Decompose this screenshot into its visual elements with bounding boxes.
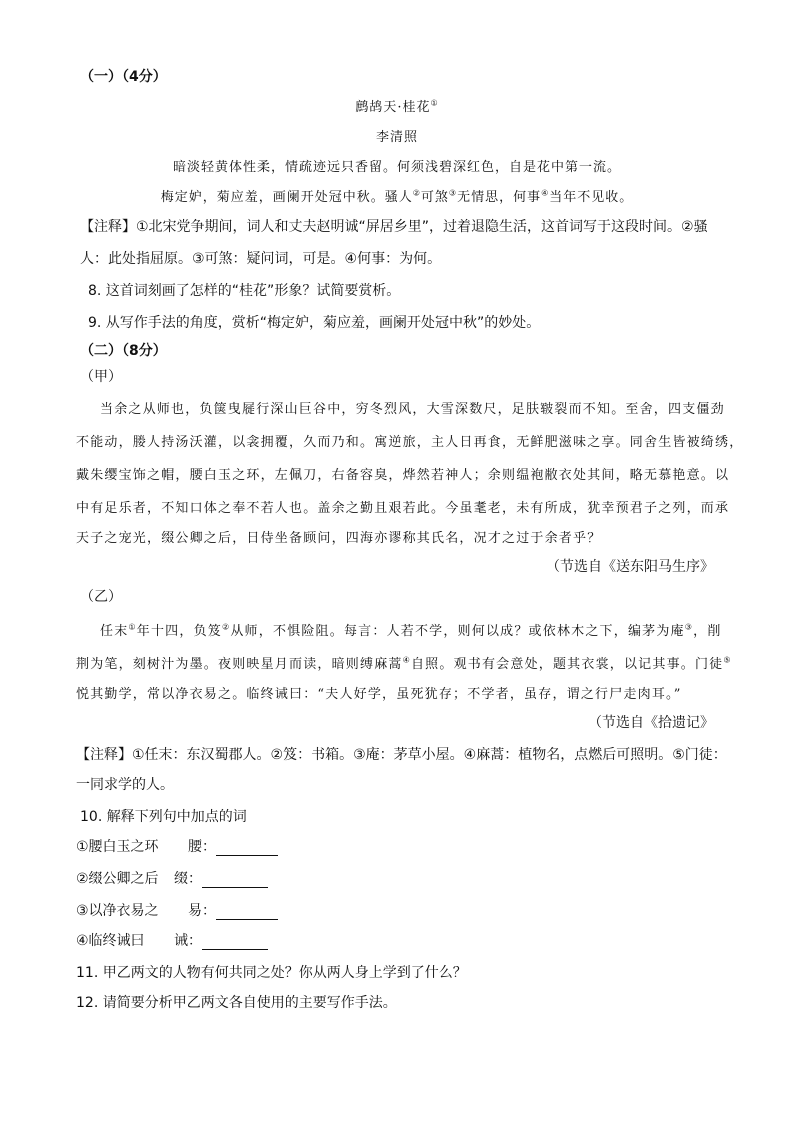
yi-note-ref-1: ① bbox=[128, 622, 137, 632]
passage-jia-line-1: 当余之从师也，负箧曳屣行深山巨谷中，穷冬烈风，大雪深数尺，足肤皲裂而不知。至舍，四支僵劲 bbox=[100, 402, 725, 417]
q10-item-4-answer-blank[interactable] bbox=[202, 935, 268, 950]
yi-line-1-part-b: 年十四，负笈 bbox=[136, 624, 222, 639]
passage-jia-line-5: 天子之宠光，缀公卿之后，日侍坐备顾问，四海亦谬称其氏名，况才之过于余者乎？ bbox=[76, 531, 602, 546]
passage-yi-line-2 bbox=[76, 653, 732, 672]
q10-item-1-word: 腰： bbox=[188, 839, 216, 855]
yi-line-2-part-b: 自照。观书有会意处，题其衣裳，以记其事。门徒 bbox=[410, 657, 724, 672]
poem-line-2-part-d: 当年不见收。 bbox=[549, 190, 634, 205]
q10-item-2-answer-blank[interactable] bbox=[202, 873, 268, 888]
section2-note-line-1: 【注释】①任末：东汉蜀郡人。②笈：书箱。③庵：茅草小屋。④麻蒿：植物名，点燃后可照明。⑤门徒： bbox=[76, 747, 727, 763]
passage-yi-line-3: 悦其勤学，常以净衣易之。临终诫曰：“夫人好学，虽死犹存；不学者，虽存，谓之行尸走肉耳。” bbox=[76, 687, 682, 702]
passage-jia-line-2: 不能动，媵人持汤沃灌，以衾拥覆，久而乃和。寓逆旅，主人日再食，无鲜肥滋味之享。同舍生皆被绮绣， bbox=[76, 435, 744, 450]
poem-note-ref-2: ② bbox=[412, 188, 421, 198]
yi-note-ref-5: ⑤ bbox=[723, 655, 732, 665]
poem-line-2-part-a: 梅定妒，菊应羞，画阑开处冠中秋。骚人 bbox=[160, 190, 413, 205]
yi-note-ref-2: ② bbox=[221, 622, 231, 632]
q10-item-1-sentence: ①腰白玉之环 bbox=[76, 839, 159, 855]
poem-title-text: 鹧鸪天·桂花 bbox=[355, 100, 431, 115]
poem-title-note: ① bbox=[430, 98, 439, 108]
yi-line-2-part-a: 荆为笔，刻树汁为墨。夜则映星月而读，暗则缚麻蒿 bbox=[76, 657, 403, 672]
poem-line-2-part-b: 可煞 bbox=[420, 190, 449, 205]
section2-note-line-2: 一同求学的人。 bbox=[76, 777, 174, 793]
q10-item-2-sentence: ②缀公卿之后 bbox=[76, 871, 159, 887]
q10-item-1 bbox=[76, 836, 278, 856]
yi-note-ref-3: ③ bbox=[684, 622, 694, 632]
q10-item-2 bbox=[76, 868, 268, 888]
yi-line-1-part-a: 任末 bbox=[100, 624, 129, 639]
poem-line-1: 暗淡轻黄体性柔，情疏迹远只香留。何须浅碧深红色，自是花中第一流。 bbox=[172, 160, 621, 175]
passage-jia-line-4: 中有足乐者，不知口体之奉不若人也。盖余之勤且艰若此。今虽耄老，未有所成，犹幸预君子之列，而承 bbox=[76, 501, 730, 516]
section2-header: （二）（8分） bbox=[80, 343, 167, 359]
question-10: 10. 解释下列句中加点的词 bbox=[80, 809, 247, 825]
section1-note-line-2: 人：此处指屈原。③可煞：疑问词，可是。④何事：为何。 bbox=[80, 251, 442, 267]
poem-author: 李清照 bbox=[375, 130, 418, 145]
yi-note-ref-4: ④ bbox=[402, 655, 411, 665]
question-9: 9. 从写作手法的角度，赏析“梅定妒，菊应羞，画阑开处冠中秋”的妙处。 bbox=[88, 315, 541, 331]
q10-item-1-answer-blank[interactable] bbox=[216, 841, 278, 856]
section1-header: （一）（4分） bbox=[80, 69, 167, 85]
q10-item-2-word: 缀： bbox=[174, 871, 202, 887]
q10-item-3-sentence: ③以净衣易之 bbox=[76, 903, 159, 919]
q10-item-4 bbox=[76, 930, 268, 950]
poem-line-2 bbox=[0, 186, 794, 205]
section1-note-line-1: 【注释】①北宋党争期间，词人和丈夫赵明诚“屏居乡里”，过着退隐生活，这首词写于这段时间。②骚 bbox=[80, 219, 708, 235]
poem-title bbox=[0, 96, 794, 115]
question-8: 8. 这首词刻画了怎样的“桂花”形象？试简要赏析。 bbox=[88, 283, 401, 299]
passage-yi-line-1 bbox=[100, 620, 722, 639]
question-11: 11. 甲乙两文的人物有何共同之处？你从两人身上学到了什么？ bbox=[76, 965, 467, 981]
q10-item-3-answer-blank[interactable] bbox=[216, 905, 278, 920]
q10-item-4-sentence: ④临终诫曰 bbox=[76, 933, 145, 949]
poem-note-ref-4: ④ bbox=[541, 188, 550, 198]
passage-yi-label: （乙） bbox=[80, 589, 122, 605]
poem-line-2-part-c: 无情思，何事 bbox=[457, 190, 542, 205]
q10-item-3 bbox=[76, 900, 278, 920]
poem-note-ref-3: ③ bbox=[448, 188, 458, 198]
passage-yi-source: （节选自《拾遗记》 bbox=[588, 715, 714, 731]
q10-item-3-word: 易： bbox=[188, 903, 216, 919]
yi-line-1-part-c: 从师，不惧险阻。每言：人若不学，则何以成？或依林木之下，编茅为庵 bbox=[230, 624, 685, 639]
passage-jia-source: （节选自《送东阳马生序》 bbox=[546, 559, 714, 575]
yi-line-1-part-d: ，削 bbox=[693, 624, 722, 639]
q10-item-4-word: 诫： bbox=[174, 933, 202, 949]
passage-jia-line-3: 戴朱缨宝饰之帽，腰白玉之环，左佩刀，右备容臭，烨然若神人；余则缊袍敝衣处其间，略无慕艳意。以 bbox=[76, 468, 730, 483]
question-12: 12. 请简要分析甲乙两文各自使用的主要写作手法。 bbox=[76, 995, 397, 1011]
passage-jia-label: （甲） bbox=[80, 369, 122, 385]
